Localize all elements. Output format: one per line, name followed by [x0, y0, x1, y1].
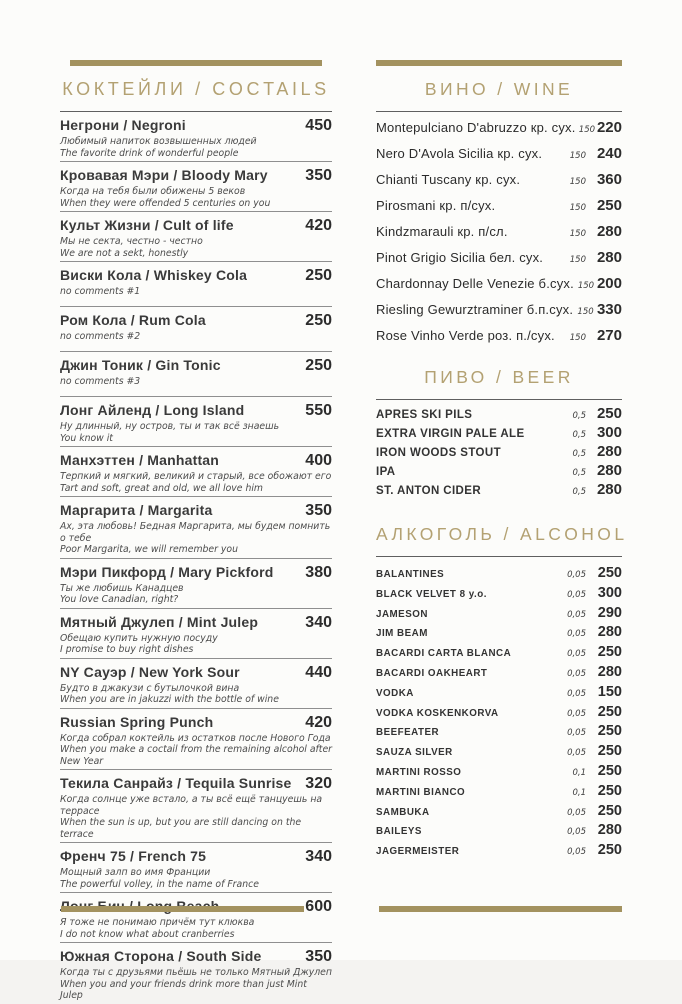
wine-price: 240: [596, 145, 622, 162]
beer-price: 280: [596, 462, 622, 479]
wine-item: [376, 171, 622, 197]
wine-item: [376, 145, 622, 171]
cocktails-list: [60, 112, 332, 1004]
alcohol-name: BACARDI CARTA BLANCA: [376, 648, 512, 660]
alcohol-price: 280: [597, 624, 622, 641]
cocktail-price: 320: [305, 775, 332, 792]
cocktail-name-price-row: [60, 166, 332, 185]
wine-volume: 150: [569, 203, 586, 213]
cocktail-description: [60, 633, 332, 658]
cocktail-item: [60, 770, 332, 843]
cocktail-name: Френч 75 / French 75: [60, 848, 207, 864]
alcohol-price: 250: [597, 723, 622, 740]
wine-price: 360: [596, 171, 622, 188]
cocktail-desc-ru: no comments #3: [60, 376, 141, 387]
wine-title: ВИНО / WINE: [424, 79, 574, 99]
cocktail-description: [60, 967, 332, 1004]
alcohol-name: JAMESON: [376, 608, 428, 620]
cocktail-item: [60, 559, 332, 609]
wine-price: 280: [596, 223, 622, 240]
cocktail-desc-ru: Обещаю купить нужную посуду: [60, 632, 218, 644]
alcohol-list: [376, 557, 622, 862]
wine-name: Chianti Tuscany кр. сух.: [376, 172, 521, 187]
cocktail-name-price-row: [60, 713, 332, 732]
alcohol-price: 250: [597, 743, 622, 760]
cocktail-desc-ru: Любимый напиток возвышенных людей: [60, 136, 257, 147]
beer-name: EXTRA VIRGIN PALE ALE: [376, 428, 525, 440]
wine-list: [376, 112, 622, 353]
cocktail-name-price-row: [60, 266, 332, 285]
wine-price: 330: [596, 301, 622, 318]
beer-item: [376, 443, 622, 462]
alcohol-price: 150: [597, 683, 622, 700]
alcohol-name: BLACK VELVET 8 y.o.: [376, 588, 487, 600]
beer-title: ПИВО / BEER: [424, 367, 574, 387]
alcohol-volume: 0,05: [567, 609, 586, 620]
cocktail-desc-ru: Ах, эта любовь! Бедная Маргарита, мы будем помнить о тебе: [60, 521, 331, 544]
cocktail-description: [60, 136, 332, 161]
cocktail-name-price-row: [60, 663, 332, 682]
drinks-column: [376, 60, 628, 862]
beer-volume: 0,5: [572, 487, 586, 497]
alcohol-item: [376, 704, 622, 724]
wine-price: 200: [596, 275, 622, 292]
alcohol-name: MARTINI ROSSO: [376, 766, 462, 778]
cocktail-item: [60, 397, 332, 447]
alcohol-volume: 0,05: [567, 649, 586, 660]
wine-name: Kindzmarauli кр. п/сл.: [376, 224, 508, 239]
cocktail-desc-en: The powerful volley, in the name of France: [60, 878, 259, 890]
alcohol-name: VODKA KOSKENKORVA: [376, 707, 499, 719]
cocktail-name: NY Сауэр / New York Sour: [60, 663, 240, 680]
cocktail-price: 550: [305, 402, 332, 419]
wine-name: Montepulciano D'abruzzo кр. сух.: [376, 120, 576, 135]
wine-item: [376, 327, 622, 353]
wine-price: 270: [596, 327, 622, 344]
alcohol-price: 250: [597, 644, 622, 661]
cocktail-item: [60, 262, 332, 307]
cocktail-item: [60, 709, 332, 771]
alcohol-volume: 0,05: [567, 728, 586, 739]
beer-item: [376, 424, 622, 443]
cocktail-name-price-row: [60, 311, 332, 330]
cocktail-name: Культ Жизни / Cult of life: [60, 217, 234, 233]
cocktail-desc-en: You know it: [60, 432, 113, 444]
cocktail-desc-en: When they were offended 5 centuries on you: [60, 197, 271, 209]
beer-price: 280: [596, 481, 622, 498]
alcohol-item: [376, 723, 622, 743]
wine-volume: 150: [569, 255, 586, 265]
cocktail-desc-ru: Когда на тебя были обижены 5 веков: [60, 186, 246, 197]
cocktail-desc-en: We are not a sekt, honestly: [60, 247, 189, 259]
cocktail-desc-ru: Когда ты с друзьями пьёшь не только Мятный Джулеп: [60, 967, 332, 978]
beer-item: [376, 462, 622, 481]
alcohol-volume: 0,05: [567, 629, 586, 640]
cocktail-item: [60, 659, 332, 709]
alcohol-price: 280: [597, 822, 622, 839]
wine-item: [376, 223, 622, 249]
cocktail-item: [60, 497, 332, 559]
cocktail-description: [60, 733, 332, 770]
cocktail-desc-en: The favorite drink of wonderful people: [60, 147, 239, 159]
cocktail-name-price-row: [60, 847, 332, 866]
beer-item: [376, 405, 622, 424]
alcohol-name: BEEFEATER: [376, 727, 440, 739]
cocktail-name-price-row: [60, 947, 332, 966]
alcohol-item: [376, 743, 622, 763]
cocktail-desc-en: I do not know what about cranberries: [60, 928, 235, 940]
top-gold-rule-right: [376, 60, 622, 66]
alcohol-name: SAUZA SILVER: [376, 747, 453, 759]
cocktail-price: 250: [305, 312, 332, 329]
alcohol-volume: 0,05: [567, 688, 586, 699]
cocktail-desc-ru: Я тоже не понимаю причём тут клюква: [60, 917, 255, 928]
cocktail-desc-en: When you and your friends drink more than just Mint Julep: [60, 978, 307, 1001]
alcohol-item: [376, 803, 622, 823]
wine-item: [376, 249, 622, 275]
cocktail-name-price-row: [60, 613, 332, 632]
cocktail-name-price-row: [60, 563, 332, 582]
cocktail-desc-ru: Ты же любишь Канадцев: [60, 582, 184, 594]
alcohol-item: [376, 585, 622, 605]
alcohol-item: [376, 605, 622, 625]
beer-volume: 0,5: [572, 430, 586, 440]
cocktail-description: [60, 583, 332, 608]
wine-name: Rose Vinho Verde роз. п./сух.: [376, 328, 555, 343]
cocktail-item: [60, 893, 332, 943]
cocktail-price: 340: [305, 848, 332, 865]
alcohol-volume: 0,05: [567, 589, 586, 600]
cocktail-item: [60, 352, 332, 397]
alcohol-item: [376, 644, 622, 664]
cocktail-item: [60, 112, 332, 162]
cocktails-title: КОКТЕЙЛИ / COCTAILS: [62, 79, 330, 99]
cocktail-name: Виски Кола / Whiskey Cola: [60, 267, 248, 283]
alcohol-item: [376, 684, 622, 704]
cocktail-name: Мэри Пикфорд / Mary Pickford: [60, 563, 274, 580]
cocktail-name-price-row: [60, 451, 332, 470]
alcohol-volume: 0,05: [567, 668, 586, 679]
cocktail-item: [60, 843, 332, 893]
cocktail-desc-ru: no comments #1: [60, 286, 141, 297]
alcohol-price: 250: [597, 842, 622, 859]
alcohol-item: [376, 624, 622, 644]
top-gold-rule-left: [70, 60, 322, 66]
alcohol-name: BACARDI OAKHEART: [376, 667, 488, 679]
alcohol-price: 250: [597, 703, 622, 720]
beer-name: IRON WOODS STOUT: [376, 447, 502, 459]
cocktail-desc-en: You love Canadian, right?: [60, 594, 179, 605]
cocktail-description: [60, 331, 332, 345]
cocktail-description: [60, 376, 332, 390]
alcohol-name: BAILEYS: [376, 826, 422, 838]
wine-name: Pirosmani кр. п/сух.: [376, 198, 496, 213]
beer-price: 300: [596, 424, 622, 441]
cocktail-name: Текила Санрайз / Tequila Sunrise: [60, 775, 292, 791]
cocktail-description: [60, 286, 332, 300]
alcohol-price: 250: [597, 802, 622, 819]
cocktail-name: Маргарита / Margarita: [60, 502, 213, 518]
alcohol-name: BALANTINES: [376, 569, 445, 580]
alcohol-name: JIM BEAM: [376, 628, 428, 640]
beer-volume: 0,5: [572, 468, 586, 478]
cocktail-name-price-row: [60, 356, 332, 375]
alcohol-price: 250: [597, 782, 622, 799]
wine-item: [376, 197, 622, 223]
cocktail-desc-en: When you are in jakuzzi with the bottle of wine: [60, 694, 279, 705]
wine-name: Pinot Grigio Sicilia бел. сух.: [376, 250, 544, 265]
beer-volume: 0,5: [572, 449, 586, 459]
cocktail-description: [60, 236, 332, 261]
cocktail-description: [60, 683, 332, 708]
wine-volume: 150: [577, 281, 595, 291]
cocktail-name: Кровавая Мэри / Bloody Mary: [60, 167, 268, 183]
alcohol-name: SAMBUKA: [376, 806, 430, 818]
wine-name: Nero D'Avola Sicilia кр. сух.: [376, 146, 543, 161]
cocktail-price: 250: [305, 267, 332, 284]
wine-price: 220: [596, 119, 622, 136]
cocktail-price: 440: [305, 663, 332, 681]
cocktail-desc-ru: Когда собрал коктейль из остатков после Нового Года: [60, 732, 331, 744]
cocktail-desc-en: When you make a coctail from the remaining alcohol after New Year: [60, 744, 332, 767]
wine-volume: 150: [578, 125, 596, 135]
alcohol-item: [376, 822, 622, 842]
cocktail-item: [60, 447, 332, 497]
alcohol-price: 290: [597, 604, 622, 621]
alcohol-volume: 0,05: [567, 807, 586, 818]
cocktail-desc-en: Tart and soft, great and old, we all love him: [60, 482, 263, 494]
cocktails-column: [60, 60, 332, 1004]
cocktail-desc-en: Poor Margarita, we will remember you: [60, 544, 238, 555]
cocktail-description: [60, 917, 332, 942]
alcohol-name: MARTINI BIANCO: [376, 786, 466, 798]
cocktail-name-price-row: [60, 774, 332, 793]
cocktail-name: Лонг Айленд / Long Island: [60, 402, 245, 418]
wine-item: [376, 119, 622, 145]
alcohol-item: [376, 664, 622, 684]
cocktail-desc-ru: Ну длинный, ну остров, ты и так всё знаешь: [60, 421, 280, 432]
cocktail-price: 420: [305, 217, 332, 234]
cocktail-price: 600: [305, 898, 332, 915]
alcohol-price: 280: [597, 663, 622, 680]
cocktail-price: 350: [305, 167, 332, 184]
cocktail-name: Негрони / Negroni: [60, 117, 186, 133]
cocktail-item: [60, 943, 332, 1004]
cocktail-name-price-row: [60, 501, 332, 520]
alcohol-volume: 0,05: [567, 827, 586, 838]
alcohol-volume: 0,05: [567, 748, 586, 759]
cocktail-price: 420: [305, 713, 332, 731]
wine-volume: 150: [577, 307, 594, 317]
cocktail-item: [60, 609, 332, 659]
cocktail-desc-ru: no comments #2: [60, 331, 141, 342]
wine-volume: 150: [569, 177, 586, 187]
alcohol-name: JAGERMEISTER: [376, 846, 460, 858]
cocktail-price: 250: [305, 357, 332, 374]
cocktail-description: [60, 794, 332, 842]
cocktail-item: [60, 212, 332, 262]
beer-name: APRES SKI PILS: [376, 409, 473, 421]
cocktail-description: [60, 867, 332, 892]
wine-price: 280: [596, 249, 622, 266]
alcohol-item: [376, 842, 622, 862]
alcohol-volume: 0,1: [572, 787, 586, 798]
wine-volume: 150: [569, 229, 586, 239]
alcohol-item: [376, 763, 622, 783]
cocktail-description: [60, 471, 332, 496]
beer-name: ST. ANTON CIDER: [376, 485, 482, 497]
alcohol-item: [376, 783, 622, 803]
beer-volume: 0,5: [572, 411, 586, 421]
cocktail-item: [60, 162, 332, 212]
cocktail-price: 380: [305, 563, 332, 581]
cocktail-name: Южная Сторона / South Side: [60, 948, 262, 964]
alcohol-volume: 0,05: [567, 847, 586, 858]
cocktail-desc-ru: Мы не секта, честно - честно: [60, 236, 203, 247]
beer-item: [376, 481, 622, 500]
alcohol-price: 250: [597, 762, 622, 779]
cocktail-name-price-row: [60, 216, 332, 235]
cocktail-item: [60, 307, 332, 352]
cocktail-desc-en: I promise to buy right dishes: [60, 644, 194, 655]
cocktail-price: 340: [305, 613, 332, 631]
cocktail-desc-ru: Будто в джакузи с бутылочкой вина: [60, 682, 240, 694]
alcohol-price: 250: [597, 565, 622, 581]
cocktail-name: Russian Spring Punch: [60, 713, 214, 730]
cocktail-price: 400: [305, 452, 332, 469]
beer-list: [376, 400, 622, 500]
bottom-gold-rule-right: [379, 906, 622, 912]
cocktail-name-price-row: [60, 401, 332, 420]
cocktail-name: Мятный Джулеп / Mint Julep: [60, 613, 259, 630]
cocktail-price: 450: [305, 117, 332, 134]
bottom-gold-rule-left: [61, 906, 304, 912]
cocktail-name-price-row: [60, 116, 332, 135]
cocktail-price: 350: [305, 502, 332, 519]
wine-item: [376, 301, 622, 327]
beer-price: 280: [596, 443, 622, 460]
cocktail-price: 350: [305, 948, 332, 965]
cocktail-desc-ru: Когда солнце уже встало, а ты всё ещё танцуешь на террасе: [60, 794, 323, 817]
beer-price: 250: [596, 405, 622, 422]
beer-name: IPA: [376, 466, 396, 478]
alcohol-item: [376, 565, 622, 585]
cocktail-desc-en: When the sun is up, but you are still dancing on the terrace: [60, 817, 302, 840]
wine-name: Chardonnay Delle Venezie б.сух.: [376, 276, 574, 291]
cocktail-name: Джин Тоник / Gin Tonic: [60, 357, 221, 373]
cocktail-desc-ru: Терпкий и мягкий, великий и старый, все обожают его: [60, 471, 332, 482]
cocktail-name: Манхэттен / Manhattan: [60, 452, 220, 468]
cocktail-desc-ru: Мощный залп во имя Франции: [60, 867, 211, 878]
wine-name: Riesling Gewurztraminer б.п.сух.: [376, 302, 574, 317]
alcohol-volume: 0,1: [572, 767, 586, 778]
cocktail-description: [60, 421, 332, 446]
alcohol-volume: 0,05: [567, 570, 586, 580]
alcohol-volume: 0,05: [567, 708, 586, 719]
alcohol-title: АЛКОГОЛЬ / ALCOHOL: [376, 524, 628, 544]
cocktail-name: Ром Кола / Rum Cola: [60, 312, 206, 328]
wine-volume: 150: [569, 151, 586, 161]
alcohol-name: VODKA: [376, 687, 414, 699]
alcohol-price: 300: [597, 584, 622, 601]
wine-item: [376, 275, 622, 301]
cocktail-description: [60, 186, 332, 211]
wine-price: 250: [596, 197, 622, 214]
wine-volume: 150: [569, 333, 586, 343]
cocktail-description: [60, 521, 332, 558]
